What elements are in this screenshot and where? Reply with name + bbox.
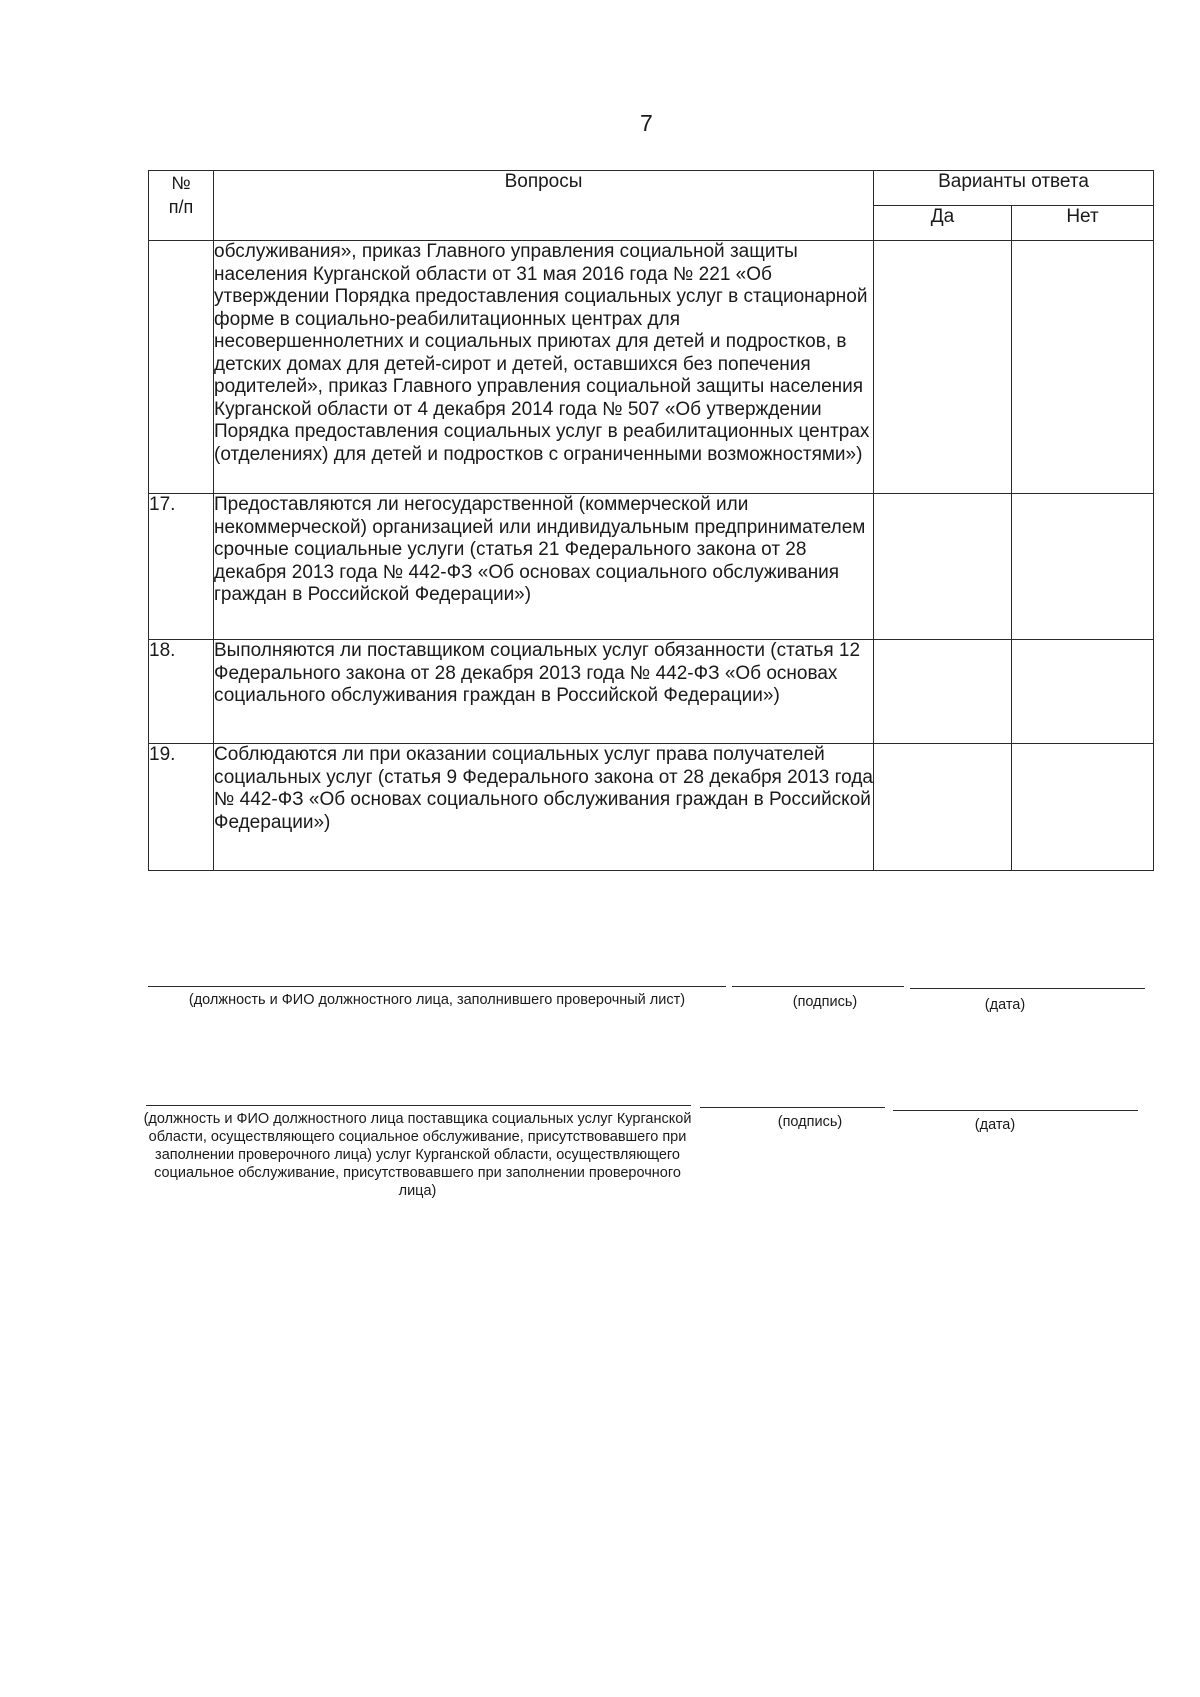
checklist-table xyxy=(148,170,1154,871)
answer-no-cell[interactable] xyxy=(1012,640,1154,744)
signature-caption: (подпись) xyxy=(777,1114,843,1130)
date-caption: (дата) xyxy=(974,1117,1016,1133)
table-row xyxy=(149,494,1154,640)
row-question: Соблюдаются ли при оказании социальных услуг права получателей социальных услуг (статья 9 Федерального закона от 28 декабря 2013 года № 442-ФЗ «Об основах социального обслуживания граждан в Российской Федерации») xyxy=(214,744,874,871)
date-line[interactable] xyxy=(893,1110,1138,1111)
header-number-abbr: п/п xyxy=(168,197,194,217)
position-line[interactable] xyxy=(146,1105,691,1106)
table-row xyxy=(149,744,1154,871)
table-row xyxy=(149,241,1154,494)
answer-yes-cell[interactable] xyxy=(874,494,1012,640)
row-number xyxy=(149,241,214,494)
row-number: 19. xyxy=(149,744,214,871)
date-line[interactable] xyxy=(910,988,1145,989)
position-caption: (должность и ФИО должностного лица поставщика социальных услуг Курганской области, осуществляющего социальное обслуживание, присутствовавшего при заполнении проверочного лица) услуг Курганской области, осуществляющего социальное обслуживание, присутствовавшего при заполнении проверочного лица) xyxy=(143,1111,692,1199)
row-question: обслуживания», приказ Главного управления социальной защиты населения Курганской области от 31 мая 2016 года № 221 «Об утверждении Порядка предоставления социальных услуг в стационарной форме в социально-реабилитационных центрах для несовершеннолетних и социальных приютах для детей и подростков, в детских домах для детей-сирот и детей, оставшихся без попечения родителей», приказ Главного управления социальной защиты населения Курганской области от 4 декабря 2014 года № 507 «Об утверждении Порядка предоставления социальных услуг в реабилитационных центрах (отделениях) для детей и подростков с ограниченными возможностями») xyxy=(214,241,874,494)
answer-yes-cell[interactable] xyxy=(874,241,1012,494)
table-row xyxy=(149,640,1154,744)
header-number-sign: № xyxy=(171,173,191,193)
signature-caption: (подпись) xyxy=(792,994,858,1010)
row-question: Выполняются ли поставщиком социальных услуг обязанности (статья 12 Федерального закона от 28 декабря 2013 года № 442-ФЗ «Об основах социального обслуживания граждан в Российской Федерации») xyxy=(214,640,874,744)
header-answer-variants: Варианты ответа xyxy=(874,171,1154,206)
position-caption: (должность и ФИО должностного лица, заполнившего проверочный лист) xyxy=(188,992,686,1008)
header-questions: Вопросы xyxy=(214,171,874,241)
row-question: Предоставляются ли негосударственной (коммерческой или некоммерческой) организацией или индивидуальным предпринимателем срочные социальные услуги (статья 21 Федерального закона от 28 декабря 2013 года № 442-ФЗ «Об основах социального обслуживания граждан в Российской Федерации») xyxy=(214,494,874,640)
header-no: Нет xyxy=(1012,206,1154,241)
header-number xyxy=(149,171,214,241)
row-number: 17. xyxy=(149,494,214,640)
answer-no-cell[interactable] xyxy=(1012,744,1154,871)
date-caption: (дата) xyxy=(984,997,1026,1013)
answer-no-cell[interactable] xyxy=(1012,494,1154,640)
page-number: 7 xyxy=(640,110,653,136)
answer-yes-cell[interactable] xyxy=(874,640,1012,744)
row-number: 18. xyxy=(149,640,214,744)
answer-no-cell[interactable] xyxy=(1012,241,1154,494)
signature-line[interactable] xyxy=(732,986,904,987)
header-yes: Да xyxy=(874,206,1012,241)
position-line[interactable] xyxy=(148,986,726,987)
answer-yes-cell[interactable] xyxy=(874,744,1012,871)
signature-line[interactable] xyxy=(700,1107,885,1108)
